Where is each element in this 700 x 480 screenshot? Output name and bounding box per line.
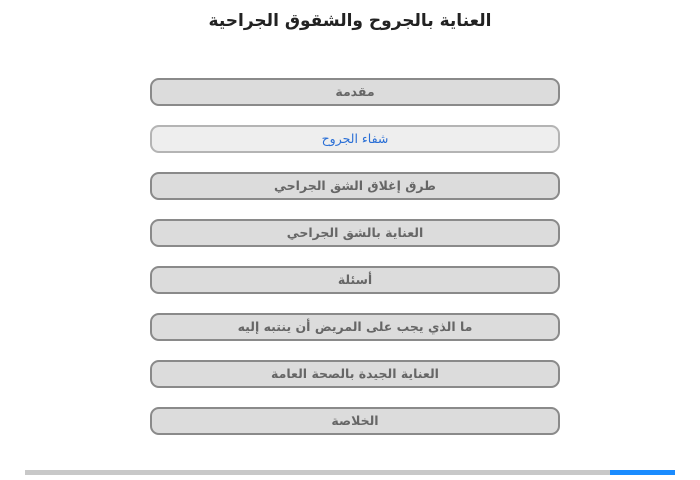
menu-item-questions[interactable]: أسئلة	[150, 266, 560, 294]
chapter-menu	[150, 78, 560, 454]
progress-bar-fill	[610, 470, 675, 475]
menu-item-wound-healing[interactable]: شفاء الجروح	[150, 125, 560, 153]
menu-item-incision-care[interactable]: العناية بالشق الجراحي	[150, 219, 560, 247]
menu-item-summary[interactable]: الخلاصة	[150, 407, 560, 435]
progress-bar	[25, 470, 675, 475]
page-title: العناية بالجروح والشقوق الجراحية	[208, 11, 492, 31]
menu-item-patient-watch[interactable]: ما الذي يجب على المريض أن ينتبه إليه	[150, 313, 560, 341]
menu-item-general-health[interactable]: العناية الجيدة بالصحة العامة	[150, 360, 560, 388]
menu-item-closure-methods[interactable]: طرق إغلاق الشق الجراحي	[150, 172, 560, 200]
menu-item-introduction[interactable]: مقدمة	[150, 78, 560, 106]
